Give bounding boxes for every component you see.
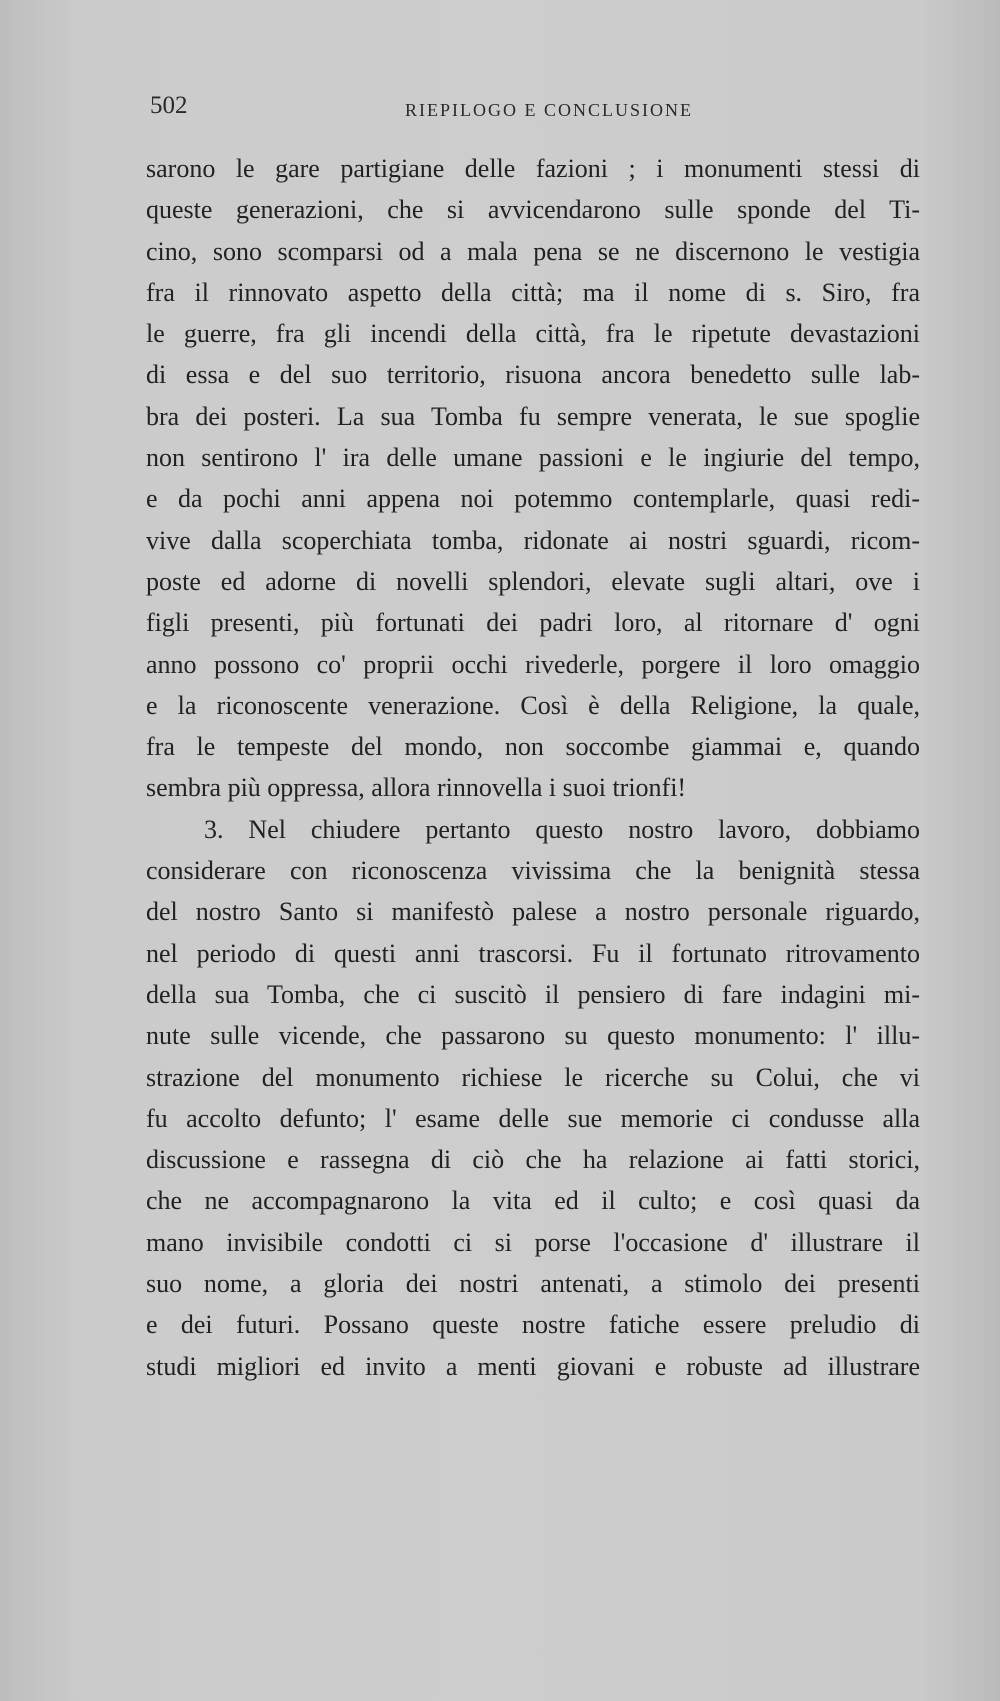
page-header (150, 86, 910, 126)
text-line: figli presenti, più fortunati dei padri loro, al ritornare d' ogni (146, 608, 920, 638)
text-line: non sentirono l' ira delle umane passioni e le ingiurie del tempo, (146, 443, 920, 473)
text-line: strazione del monumento richiese le ricerche su Colui, che vi (146, 1062, 920, 1092)
text-line: suo nome, a gloria dei nostri antenati, a stimolo dei presenti (146, 1269, 920, 1299)
running-head: RIEPILOGO E CONCLUSIONE (405, 100, 693, 120)
text-line: sarono le gare partigiane delle fazioni ; i monumenti stessi di (146, 154, 920, 183)
text-line: che ne accompagnarono la vita ed il culto; e così quasi da (146, 1186, 920, 1216)
text-line: di essa e del suo territorio, risuona ancora benedetto sulle lab- (146, 360, 920, 390)
text-line: considerare con riconoscenza vivissima che la benignità stessa (146, 856, 920, 886)
text-line: queste generazioni, che si avvicendarono sulle sponde del Ti- (146, 195, 920, 225)
text-line: del nostro Santo si manifestò palese a nostro personale riguardo, (146, 897, 920, 927)
page-number: 502 (150, 92, 188, 119)
text-line: discussione e rassegna di ciò che ha relazione ai fatti storici, (146, 1145, 920, 1175)
text-line: studi migliori ed invito a menti giovani e robuste ad illustrare (146, 1351, 920, 1381)
text-line: e da pochi anni appena noi potemmo contemplarle, quasi redi- (146, 484, 920, 514)
text-line: 3. Nel chiudere pertanto questo nostro lavoro, dobbiamo (204, 814, 920, 844)
body-text (146, 148, 920, 1387)
text-line: bra dei posteri. La sua Tomba fu sempre venerata, le sue spoglie (146, 401, 920, 431)
text-line: poste ed adorne di novelli splendori, elevate sugli altari, ove i (146, 566, 920, 596)
text-line: della sua Tomba, che ci suscitò il pensiero di fare indagini mi- (146, 979, 920, 1009)
text-line: cino, sono scomparsi od a mala pena se ne discernono le vestigia (146, 236, 920, 266)
text-line: nute sulle vicende, che passarono su questo monumento: l' illu- (146, 1021, 920, 1051)
text-line: fra le tempeste del mondo, non soccombe giammai e, quando (146, 732, 920, 762)
text-line: le guerre, fra gli incendi della città, fra le ripetute devastazioni (146, 319, 920, 349)
text-line: mano invisibile condotti ci si porse l'occasione d' illustrare il (146, 1227, 920, 1257)
text-line: e la riconoscente venerazione. Così è della Religione, la quale, (146, 690, 920, 720)
text-line: nel periodo di questi anni trascorsi. Fu il fortunato ritrovamento (146, 938, 920, 968)
text-line: e dei futuri. Possano queste nostre fatiche essere preludio di (146, 1310, 920, 1340)
text-line: fra il rinnovato aspetto della città; ma il nome di s. Siro, fra (146, 277, 920, 307)
text-line: fu accolto defunto; l' esame delle sue memorie ci condusse alla (146, 1103, 920, 1133)
text-line: sembra più oppressa, allora rinnovella i suoi trionfi! (146, 773, 687, 803)
text-line: anno possono co' proprii occhi rivederle, porgere il loro omaggio (146, 649, 920, 679)
text-line: vive dalla scoperchiata tomba, ridonate ai nostri sguardi, ricom- (146, 525, 920, 555)
